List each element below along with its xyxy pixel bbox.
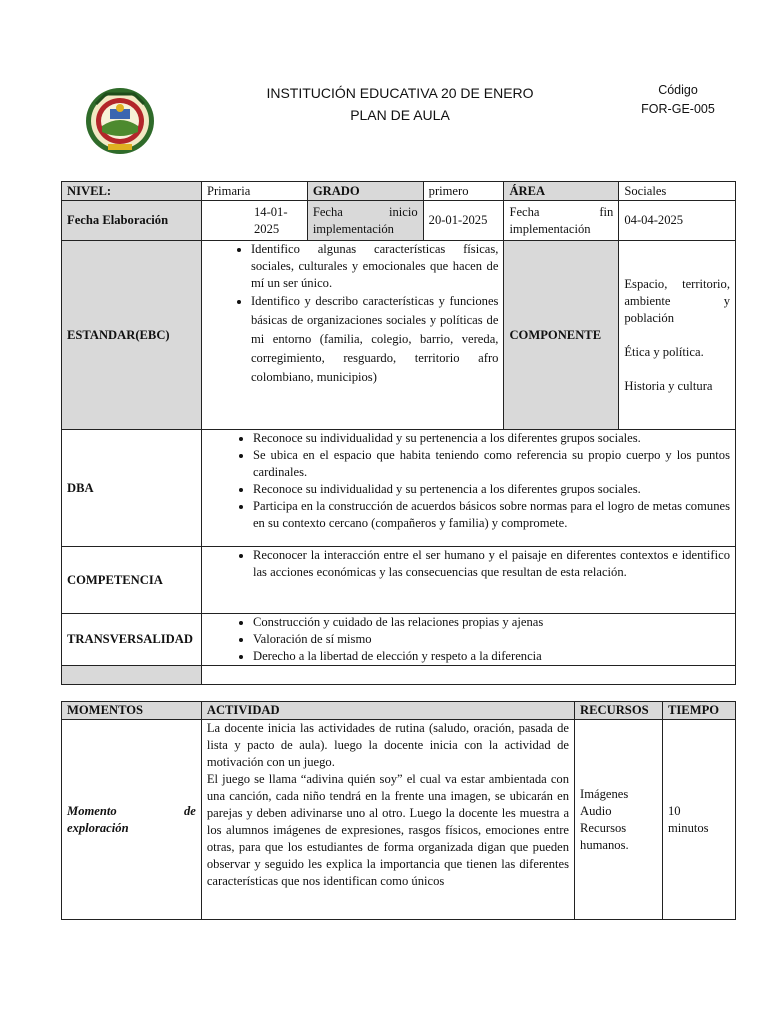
estandar-content bbox=[201, 241, 503, 430]
table-row bbox=[62, 241, 736, 430]
area-value: Sociales bbox=[619, 182, 736, 201]
tiempo-value: 10 bbox=[668, 803, 681, 818]
dba-content bbox=[201, 430, 735, 547]
recursos-header: RECURSOS bbox=[575, 702, 663, 720]
recursos-cell bbox=[575, 720, 663, 920]
document-header bbox=[220, 82, 580, 126]
estandar-label: ESTANDAR(EBC) bbox=[62, 241, 202, 430]
componente-item: Espacio, territorio, ambiente y población bbox=[624, 276, 730, 325]
momento-word: de bbox=[183, 803, 196, 818]
momento-word: Momento bbox=[67, 803, 117, 818]
recurso-item: Audio bbox=[580, 803, 612, 818]
table-header-row bbox=[62, 702, 736, 720]
fecha-elaboracion-value: 14-01-2025 bbox=[201, 201, 307, 241]
document-code bbox=[630, 81, 726, 119]
fecha-fin-label: Fecha fin implementación bbox=[504, 201, 619, 241]
componente-item: Historia y cultura bbox=[624, 378, 713, 393]
actividad-paragraph: La docente inicia las actividades de rutina (saludo, oración, pasada de lista y pacto de aula). luego la docente inicia con la actividad de motivación con un juego. bbox=[206, 721, 570, 769]
fecha-fin-value: 04-04-2025 bbox=[619, 201, 736, 241]
list-item: • Valoración de sí mismo bbox=[253, 631, 730, 648]
grado-label: GRADO bbox=[307, 182, 423, 201]
componente-content bbox=[619, 241, 736, 430]
area-label: ÁREA bbox=[504, 182, 619, 201]
componente-item: Ética y política. bbox=[624, 344, 704, 359]
institution-logo bbox=[84, 84, 156, 156]
fecha-elaboracion-label: Fecha Elaboración bbox=[62, 201, 202, 241]
list-item: • Reconoce su individualidad y su pertenencia a los diferentes grupos sociales. bbox=[253, 481, 730, 498]
actividad-paragraph: El juego se llama “adivina quién soy” el cual va estar ambientada con una canción, cada niño tendrá en la frente una imagen, se ubicarán en parejas y deben adivinarse uno al otro. Luego la docente les muestra a los alumnos imágenes de expresiones, rasgos físicos, emociones entre otras, para que los estudiantes de forma organizada digan que pueden observar y seguido les explica la importancia que tienen las diferentes características que nos identifican como únicos bbox=[206, 772, 570, 888]
tiempo-cell bbox=[663, 720, 736, 920]
competencia-label: COMPETENCIA bbox=[62, 547, 202, 614]
nivel-value: Primaria bbox=[201, 182, 307, 201]
code-value: FOR-GE-005 bbox=[641, 102, 715, 116]
tiempo-header: TIEMPO bbox=[663, 702, 736, 720]
table-row bbox=[62, 614, 736, 666]
dba-label: DBA bbox=[62, 430, 202, 547]
list-item: • Reconoce su individualidad y su pertenencia a los diferentes grupos sociales. bbox=[253, 430, 730, 447]
table-row bbox=[62, 666, 736, 685]
transversalidad-content bbox=[201, 614, 735, 666]
table-row bbox=[62, 547, 736, 614]
institution-name: INSTITUCIÓN EDUCATIVA 20 DE ENERO bbox=[266, 85, 534, 101]
nivel-label: NIVEL: bbox=[62, 182, 202, 201]
empty-cell bbox=[201, 666, 735, 685]
list-item: • Se ubica en el espacio que habita teniendo como referencia su propio cuerpo y los puntos cardinales. bbox=[253, 447, 730, 481]
list-item: • Construcción y cuidado de las relaciones propias y ajenas bbox=[253, 614, 730, 631]
table-row bbox=[62, 182, 736, 201]
tiempo-unit: minutos bbox=[668, 820, 709, 835]
list-item: • Derecho a la libertad de elección y respeto a la diferencia bbox=[253, 648, 730, 665]
list-item: • Identifico y describo características y funciones básicas de organizaciones sociales y políticas de mi entorno (familia, colegio, barrio, vereda, corregimiento, resguardo, territorio afro colombiano, municipios) bbox=[251, 292, 498, 387]
table-row bbox=[62, 201, 736, 241]
actividad-cell bbox=[201, 720, 574, 920]
momento-cell bbox=[62, 720, 202, 920]
table-row bbox=[62, 430, 736, 547]
actividad-header: ACTIVIDAD bbox=[201, 702, 574, 720]
recurso-item: Recursos humanos. bbox=[580, 820, 629, 852]
momento-line bbox=[67, 803, 196, 820]
code-label: Código bbox=[658, 83, 698, 97]
fecha-inicio-label: Fecha inicio implementación bbox=[307, 201, 423, 241]
list-item: • Participa en la construcción de acuerdos básicos sobre normas para el logro de metas comunes en su contexto cercano (compañeros y familia) y compromete. bbox=[253, 498, 730, 532]
plan-title: PLAN DE AULA bbox=[350, 107, 450, 123]
grado-value: primero bbox=[423, 182, 504, 201]
moments-table bbox=[61, 701, 736, 920]
plan-info-table bbox=[61, 181, 736, 685]
componente-label: COMPONENTE bbox=[504, 241, 619, 430]
fecha-inicio-value: 20-01-2025 bbox=[423, 201, 504, 241]
momento-name: exploración bbox=[67, 820, 129, 835]
momentos-header: MOMENTOS bbox=[62, 702, 202, 720]
competencia-content bbox=[201, 547, 735, 614]
table-row bbox=[62, 720, 736, 920]
list-item: • Reconocer la interacción entre el ser humano y el paisaje en diferentes contextos e identifico las acciones económicas y las consecuencias que resultan de esta relación. bbox=[253, 547, 730, 581]
list-item: • Identifico algunas características físicas, sociales, culturales y emocionales que hacen de mí un ser único. bbox=[251, 241, 498, 292]
empty-cell bbox=[62, 666, 202, 685]
transversalidad-label: TRANSVERSALIDAD bbox=[62, 614, 202, 666]
recurso-item: Imágenes bbox=[580, 786, 629, 801]
